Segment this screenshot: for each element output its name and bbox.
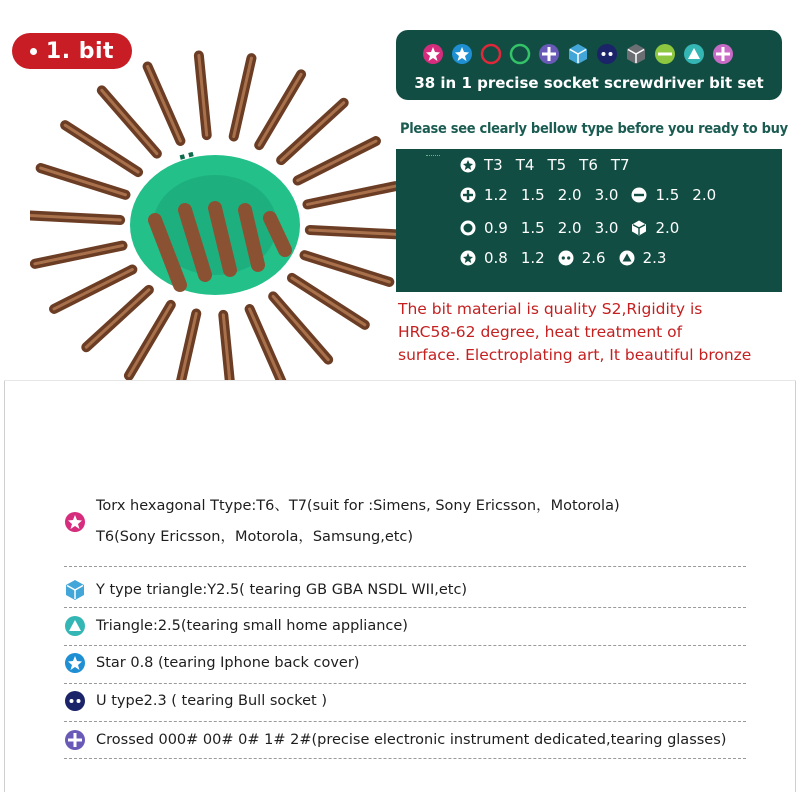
torx-size: T6 (579, 156, 598, 174)
list-item-y-type (64, 576, 754, 604)
circle-spec-icon (460, 220, 476, 236)
cross-size: 3.0 (594, 186, 619, 204)
slot-icon (652, 42, 677, 66)
list-item-triangle (64, 612, 754, 640)
triangle-icon (64, 615, 86, 637)
material-line: surface. Electroplating art, It beautiful bronze (398, 346, 752, 364)
bit-highlight (292, 278, 365, 325)
torx-size: T3 (484, 156, 503, 174)
y-type-spec-icon (631, 220, 647, 236)
torx-size: T5 (547, 156, 567, 174)
bit-type-icons (420, 42, 770, 66)
header-title: 38 in 1 precise socket screwdriver bit set (414, 74, 764, 92)
slot-size: 2.0 (692, 186, 717, 204)
u-type-size: 2.6 (581, 249, 606, 267)
triangle-icon (681, 42, 706, 66)
u-type-icon (594, 42, 619, 66)
bit-highlight (129, 305, 171, 376)
bit-highlight (234, 58, 252, 136)
y-type-size: 2.0 (655, 219, 680, 237)
spec-row-circle (460, 216, 692, 240)
circle-size: 3.0 (594, 219, 619, 237)
list-item-cross (64, 726, 754, 754)
star-icon (64, 652, 86, 674)
spec-table (396, 149, 782, 292)
divider (64, 758, 746, 759)
list-item-text: Star 0.8 (tearing Iphone back cover) (96, 655, 360, 671)
bit-highlight (41, 168, 126, 195)
torx-icon (420, 42, 445, 66)
u-type-spec-icon (558, 250, 574, 266)
list-item-text: Y type triangle:Y2.5( tearing GB GBA NSDL WII,etc) (96, 582, 468, 598)
bit-highlight (65, 125, 138, 172)
cross-spec-icon (460, 187, 476, 203)
list-item-text: U type2.3 ( tearing Bull socket ) (96, 693, 327, 709)
list-item-text: Crossed 000# 00# 0# 1# 2#(precise electronic instrument dedicated,tearing glasses) (96, 732, 727, 748)
slot-spec-icon (631, 187, 647, 203)
circle-size: 2.0 (557, 219, 582, 237)
bit-highlight (102, 90, 157, 153)
star-size: 1.2 (520, 249, 545, 267)
star-icon (449, 42, 474, 66)
bit-highlight (54, 270, 132, 309)
circle-size: 0.9 (484, 219, 508, 237)
cross-size: 2.0 (557, 186, 582, 204)
bit-highlight (250, 309, 283, 380)
cross-size: 1.2 (484, 186, 508, 204)
divider (64, 721, 746, 722)
frame-right-border (795, 380, 796, 792)
divider (64, 566, 746, 567)
badge-dot (30, 48, 37, 55)
u-type-icon (64, 690, 86, 712)
circle-green-icon (507, 42, 532, 66)
cross-size: 1.5 (520, 186, 545, 204)
bit-highlight (305, 255, 390, 282)
divider (64, 607, 746, 608)
cross-pink-icon (710, 42, 735, 66)
buy-note: Please see clearly bellow type before you ready to buy (400, 121, 788, 137)
list-item-star (64, 649, 754, 677)
triangle-size: 2.3 (642, 249, 667, 267)
triangle-spec-icon (619, 250, 635, 266)
bit-highlight (86, 290, 149, 347)
spec-row-cross (460, 183, 729, 207)
list-item-text: Triangle:2.5(tearing small home appliance) (96, 618, 408, 634)
circle-size: 1.5 (520, 219, 545, 237)
cross-icon (64, 729, 86, 751)
y-type-icon (64, 579, 86, 601)
spec-row-star (460, 246, 679, 270)
list-item-torx (64, 496, 754, 548)
svg-text:▪ ▪: ▪ ▪ (178, 149, 196, 163)
torx-size: T4 (515, 156, 535, 174)
bit-highlight (148, 66, 181, 140)
bit-highlight (298, 141, 376, 180)
material-description (398, 298, 793, 367)
star-spec-icon (460, 250, 476, 266)
section-divider (4, 380, 796, 381)
spec-dots (426, 155, 440, 156)
material-line: The bit material is quality S2,Rigidity is (398, 300, 703, 318)
bit-highlight (307, 186, 395, 204)
y-type-grey-icon (623, 42, 648, 66)
material-line: HRC58-62 degree, heat treatment of (398, 323, 683, 341)
cross-icon (536, 42, 561, 66)
bit-highlight (273, 296, 328, 359)
frame-left-border (4, 380, 5, 792)
bit-highlight (259, 74, 301, 145)
divider (64, 645, 746, 646)
bit-fan-illustration (30, 30, 400, 380)
list-item-text: Torx hexagonal Ttype:T6、T7(suit for :Simens, Sony Ericsson，Motorola) (96, 498, 620, 514)
list-item-u-type (64, 687, 754, 715)
badge-label: 1. bit (45, 38, 115, 64)
list-item-text: T6(Sony Ericsson，Motorola，Samsung,etc) (96, 529, 414, 545)
section-badge (12, 33, 132, 69)
bit-highlight (35, 246, 123, 264)
spec-row-torx (460, 153, 643, 177)
torx-icon (64, 511, 86, 533)
slot-size: 1.5 (655, 186, 680, 204)
divider (64, 683, 746, 684)
torx-size: T7 (610, 156, 630, 174)
y-type-icon (565, 42, 590, 66)
bit-highlight (281, 103, 344, 160)
circle-red-icon (478, 42, 503, 66)
torx-spec-icon (460, 157, 476, 173)
star-size: 0.8 (484, 249, 508, 267)
